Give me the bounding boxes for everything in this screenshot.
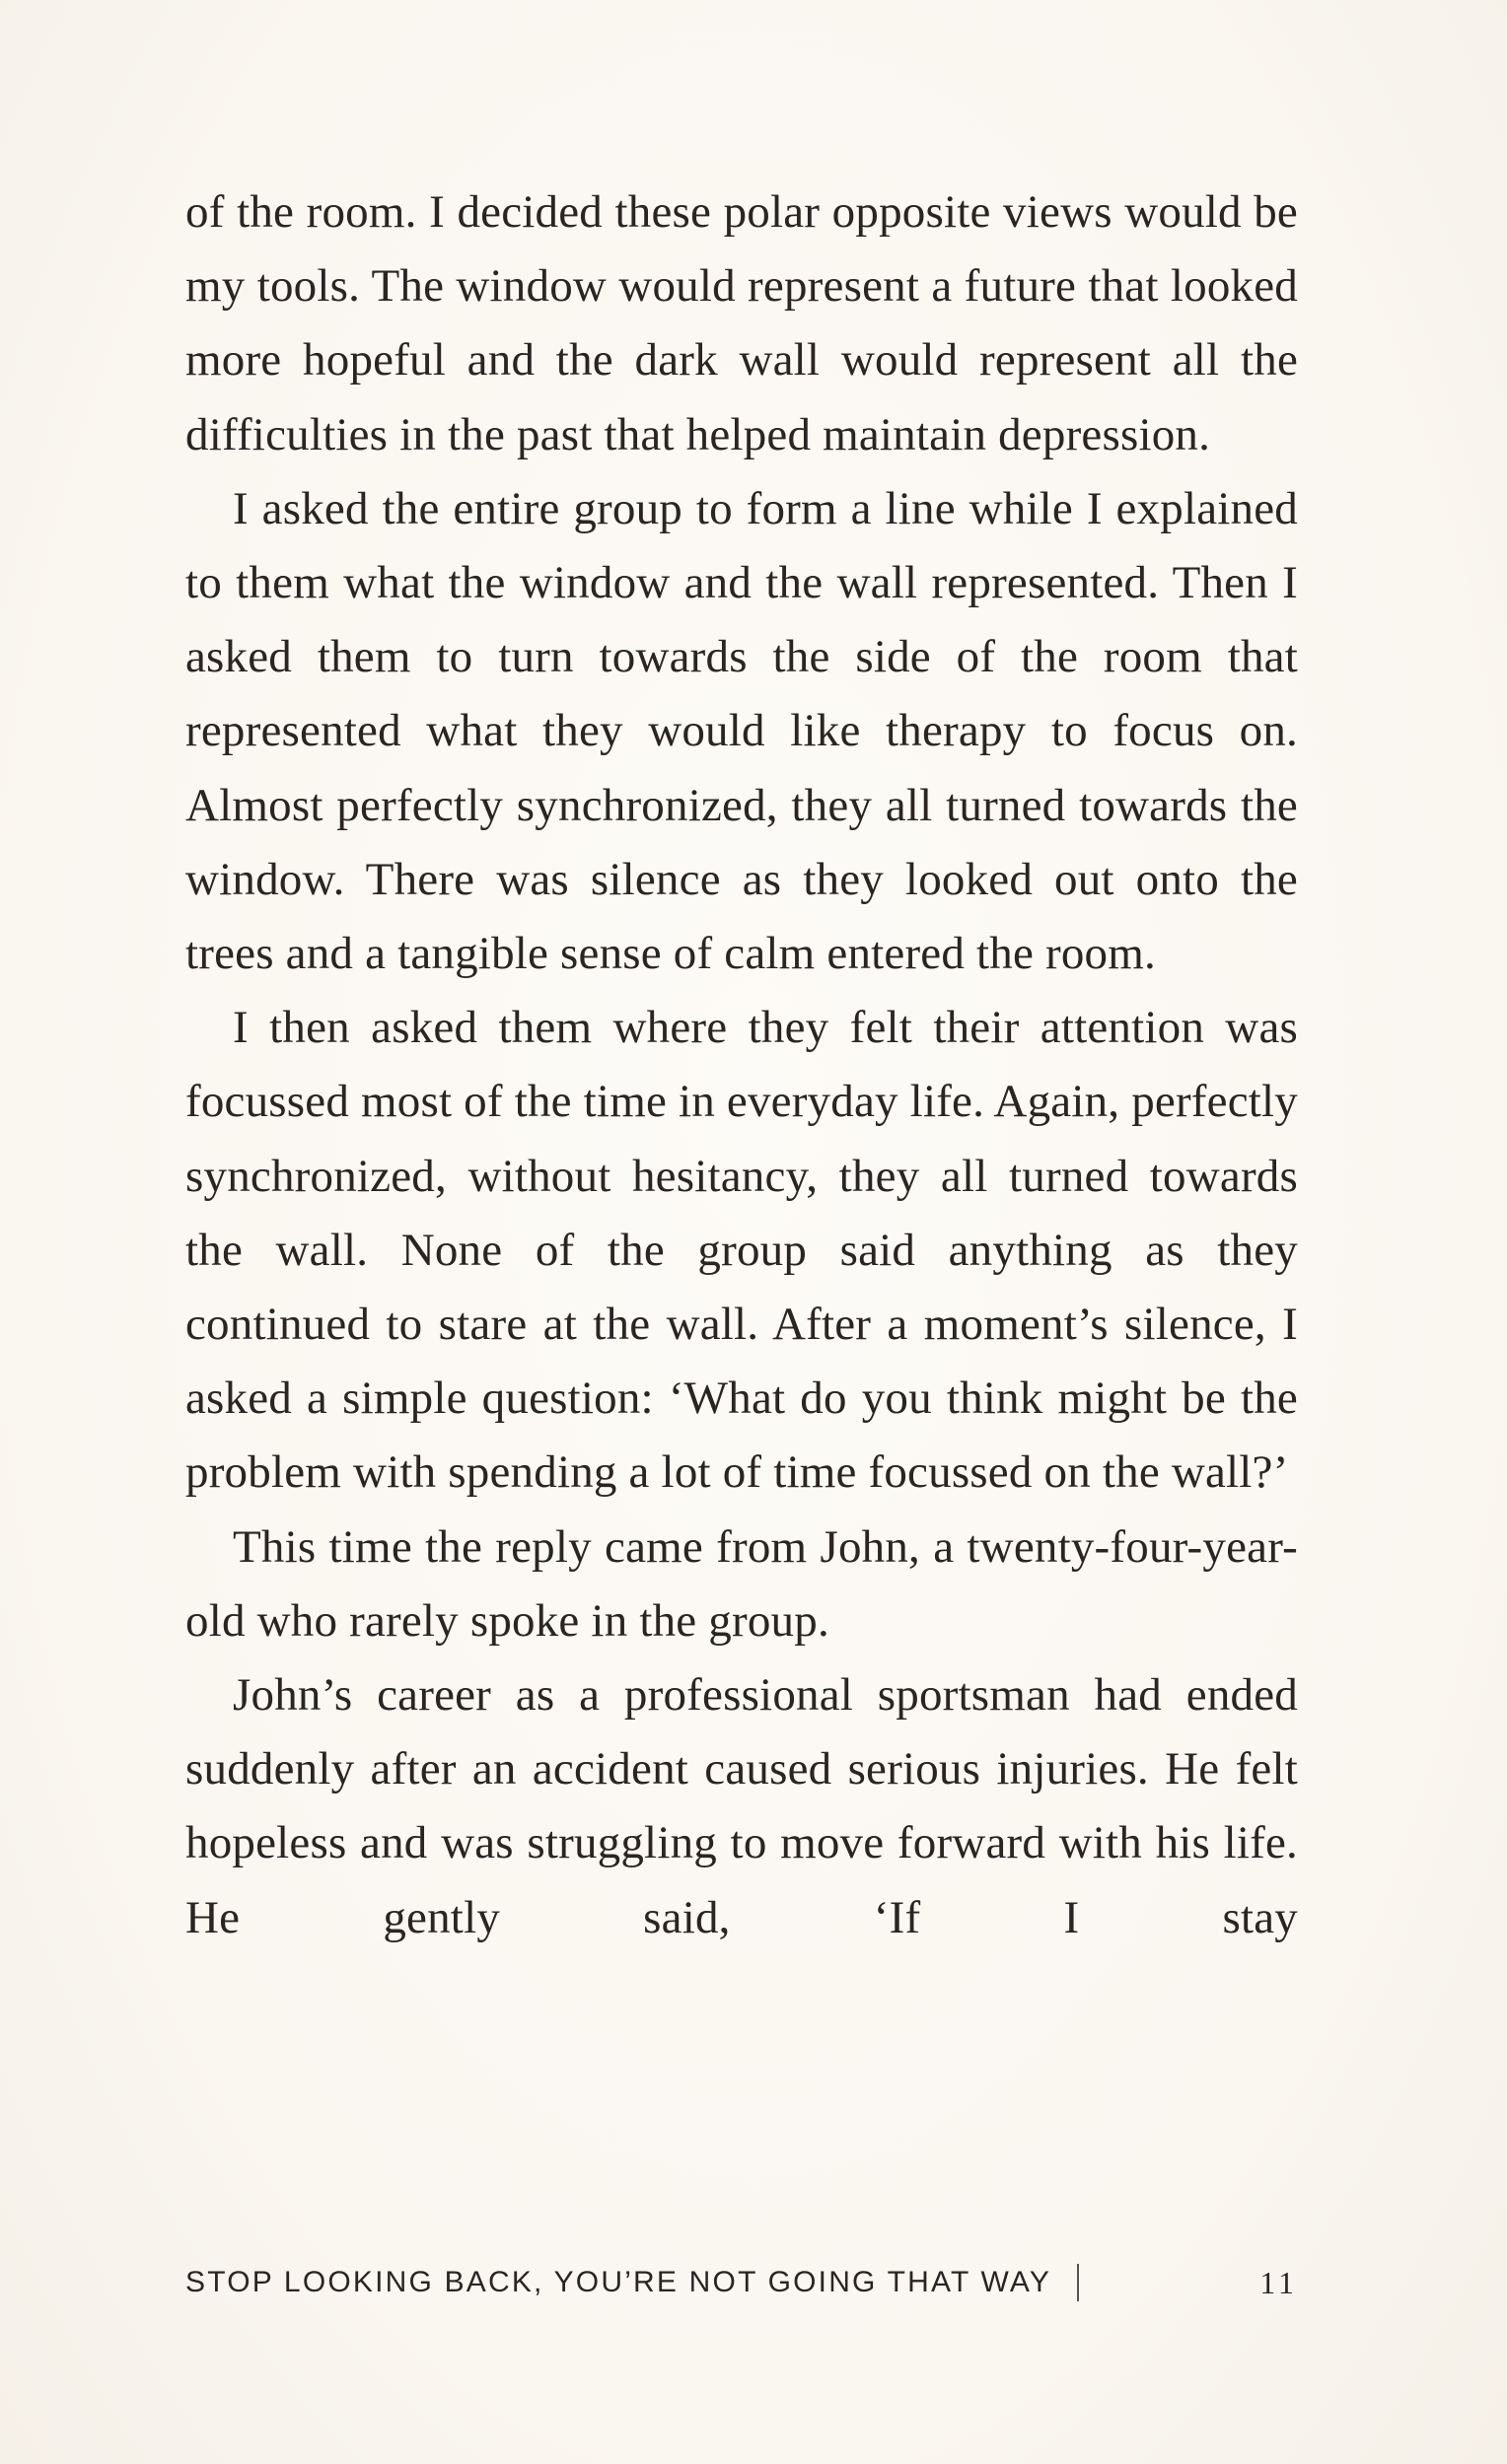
paragraph-john-career: John’s career as a professional sportsman had ended suddenly after an accident caused serious injuries. He felt hopeless and was struggling to move forward with his life. He gently said, ‘If I stay (185, 1669, 1298, 1943)
body-text (185, 176, 1298, 1955)
paragraph-attention-question: I then asked them where they felt their attention was focussed most of the time in everyday life. Again, perfectly synchronized, without hesitancy, they all turned towards the wall. None of the group said anything as they continued to stare at the wall. After a moment’s silence, I asked a simple question: ‘What do you think might be the problem with spending a lot of time focussed on the wall?’ (185, 1002, 1298, 1499)
page-number: 11 (1259, 2264, 1298, 2300)
paragraph-john-reply: This time the reply came from John, a twenty-four-year-old who rarely spoke in the group. (185, 1520, 1298, 1647)
paragraph-window-wall-exercise: I asked the entire group to form a line while I explained to them what the window and the wall represented. Then I asked them to turn towards the side of the room that represented what they would like therapy to focus on. Almost perfectly synchronized, they all turned towards the window. There was silence as they looked out onto the trees and a tangible sense of calm entered the room. (185, 482, 1298, 980)
running-head: STOP LOOKING BACK, YOU’RE NOT GOING THAT WAY (185, 2266, 1052, 2298)
page-footer (185, 2258, 1298, 2307)
footer-divider (1077, 2264, 1079, 2301)
paragraph-continued: of the room. I decided these polar opposite views would be my tools. The window would represent a future that looked more hopeful and the dark wall would represent all the difficulties in the past that helped maintain depression. (185, 186, 1298, 460)
